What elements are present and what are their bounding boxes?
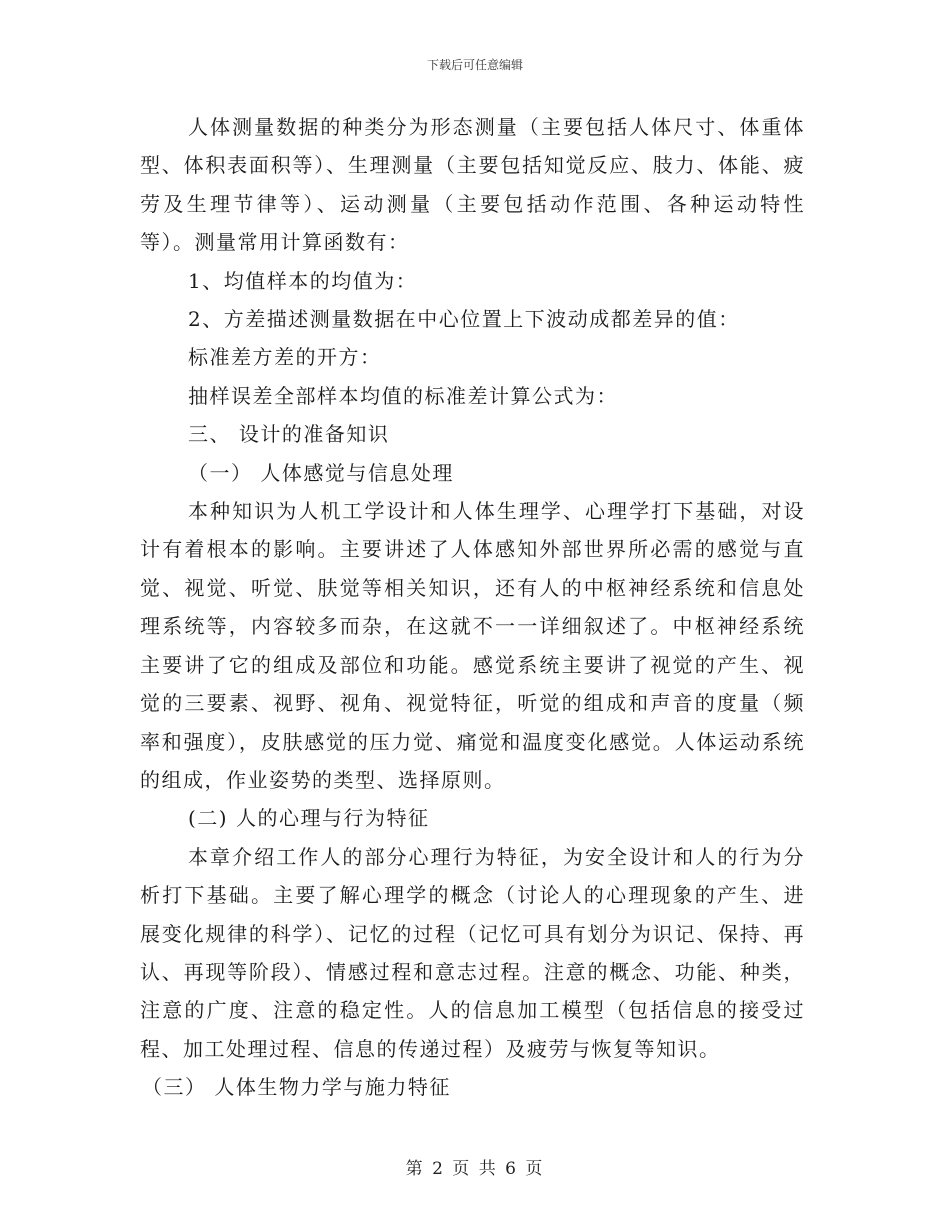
paragraph-perception: 本种知识为人机工学设计和人体生理学、心理学打下基础，对设计有着根本的影响。主要讲述了人体感知外部世界所必需的感觉与直觉、视觉、听觉、肤觉等相关知识，还有人的中枢神经系统和信息处理系统等，内容较多而杂，在这就不一一详细叙述了。中枢神经系统主要讲了它的组成及部位和功能。感觉系统主要讲了视觉的产生、视觉的三要素、视野、视角、视觉特征，听觉的组成和声音的度量（频率和强度），皮肤感觉的压力觉、痛觉和温度变化感觉。人体运动系统的组成，作业姿势的类型、选择原则。 bbox=[140, 499, 805, 792]
page-header: 下载后可任意编辑 bbox=[426, 58, 523, 72]
list-item-mean: 1、均值样本的均值为： bbox=[188, 268, 418, 293]
list-item-variance: 2、方差描述测量数据在中心位置上下波动成都差异的值： bbox=[188, 307, 740, 332]
subsection-heading-biomechanics: （三） 人体生物力学与施力特征 bbox=[142, 1075, 451, 1100]
subsection-heading-perception: （一） 人体感觉与信息处理 bbox=[188, 460, 454, 485]
document-body bbox=[140, 108, 805, 1107]
paragraph-measurement-types: 人体测量数据的种类分为形态测量（主要包括人体尺寸、体重体型、体积表面积等）、生理测量（主要包括知觉反应、肢力、体能、疲劳及生理节律等）、运动测量（主要包括动作范围、各种运动特性等）。测量常用计算函数有： bbox=[140, 115, 805, 255]
section-heading-design-knowledge: 三、 设计的准备知识 bbox=[188, 422, 390, 447]
subsection-heading-psychology: (二) 人的心理与行为特征 bbox=[188, 806, 430, 831]
list-item-sampling-error: 抽样误差全部样本均值的标准差计算公式为： bbox=[188, 383, 618, 408]
list-item-std-deviation: 标准差方差的开方： bbox=[188, 345, 382, 370]
paragraph-psychology: 本章介绍工作人的部分心理行为特征，为安全设计和人的行为分析打下基础。主要了解心理学的概念（讨论人的心理现象的产生、进展变化规律的科学）、记忆的过程（记忆可具有划分为识记、保持、再认、再现等阶段）、情感过程和意志过程。注意的概念、功能、种类，注意的广度、注意的稳定性。人的信息加工模型（包括信息的接受过程、加工处理过程、信息的传递过程）及疲劳与恢复等知识。 bbox=[140, 844, 805, 1061]
page-footer: 第 2 页 共 6 页 bbox=[405, 1159, 545, 1179]
